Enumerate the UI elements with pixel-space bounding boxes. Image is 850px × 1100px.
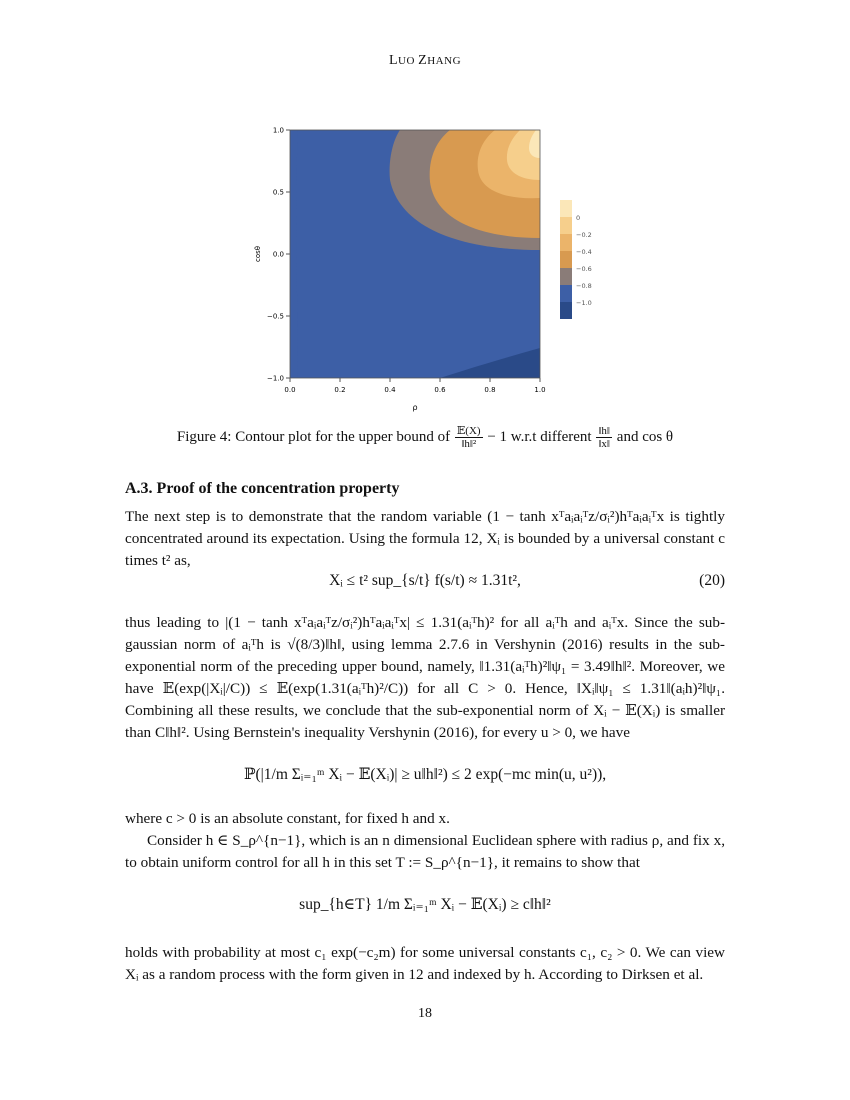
- legend-swatch: [560, 251, 572, 268]
- y-tick-label: −0.5: [267, 312, 284, 321]
- color-legend: [560, 200, 592, 319]
- x-tick-label: 0.6: [434, 386, 446, 394]
- legend-swatch: [560, 302, 572, 319]
- header-smallcaps: HANG: [427, 55, 462, 67]
- fraction-denominator: ‖h‖²: [461, 438, 477, 450]
- equation-bernstein: [125, 765, 725, 784]
- paragraph-process: holds with probability at most c₁ exp(−c₂m) for some universal constants c₁, c₂ > 0. We can view Xᵢ as a random process with the form given in 12 and indexed by h. According to Dirksen et al.: [125, 944, 725, 983]
- y-tick-label: −1.0: [267, 374, 284, 383]
- legend-swatch: [560, 268, 572, 285]
- fraction-numerator: ‖h‖: [598, 425, 611, 437]
- section-heading: A.3. Proof of the concentration property: [125, 480, 400, 497]
- x-tick-label: 0.0: [284, 386, 296, 394]
- legend-label: −0.8: [576, 282, 592, 290]
- caption-fraction: [596, 425, 612, 450]
- figure-caption: [120, 425, 730, 450]
- legend-swatch: [560, 285, 572, 302]
- paragraph-constant: where c > 0 is an absolute constant, for fixed h and x.: [125, 810, 450, 827]
- y-tick-label: 1.0: [272, 126, 284, 135]
- contour-plot-figure: [250, 120, 590, 415]
- paragraph-bound: thus leading to |(1 − tanh xᵀaᵢaᵢᵀz/σᵢ²)hᵀaᵢaᵢᵀx| ≤ 1.31(aᵢᵀh)² for all aᵢᵀh and aᵢᵀx. Since the sub-gaussian norm of aᵢᵀh is √(8/3)‖h‖, using lemma 2.7.6 in Vershynin (2016) results in the sub-exponential norm of the preceding upper bound, namely, ‖1.31(aᵢᵀh)²‖ψ₁ = 3.49‖h‖². Moreover, we have 𝔼(exp(|Xᵢ|/C)) ≤ 𝔼(exp(1.31(aᵢᵀh)²/C)) for all C > 0. Hence, ‖Xᵢ‖ψ₁ ≤ 1.31‖(aᵢh)²‖ψ₁. Combining all these results, we conclude that the sub-exponential norm of Xᵢ − 𝔼(Xᵢ) is smaller than C‖h‖². Using Bernstein's inequality Vershynin (2016), for every u > 0, we have: [125, 614, 725, 741]
- fraction-numerator: 𝔼(X): [456, 425, 481, 437]
- caption-text: − 1 w.r.t different: [487, 428, 592, 445]
- legend-swatch: [560, 234, 572, 251]
- header-initial: L: [388, 53, 399, 68]
- legend-label: −0.4: [576, 248, 592, 256]
- x-tick-label: 0.8: [484, 386, 496, 394]
- y-tick-label: 0.5: [272, 188, 284, 197]
- header-initial: Z: [418, 53, 428, 68]
- paragraph-intro: The next step is to demonstrate that the random variable (1 − tanh xᵀaᵢaᵢᵀz/σᵢ²)hᵀaᵢaᵢᵀx is tightly concentrated around its expectation. Using the formula 12, Xᵢ is bounded by a universal constant c times t² as,: [125, 508, 725, 569]
- equation-body: ℙ(|1/m Σᵢ₌₁ᵐ Xᵢ − 𝔼(Xᵢ)| ≥ u‖h‖²) ≤ 2 exp(−mc min(u, u²)),: [243, 766, 607, 783]
- caption-fraction: [455, 425, 483, 450]
- equation-sup: [125, 895, 725, 914]
- running-header: [0, 53, 850, 69]
- legend-label: −0.6: [576, 265, 592, 273]
- equation-body: sup_{h∈T} 1/m Σᵢ₌₁ᵐ Xᵢ − 𝔼(Xᵢ) ≥ c‖h‖²: [299, 896, 551, 913]
- x-axis-ticks: [284, 378, 545, 394]
- equation-number: (20): [699, 572, 725, 589]
- x-axis-label: ρ: [412, 403, 418, 412]
- legend-swatch: [560, 200, 572, 217]
- x-tick-label: 0.4: [384, 386, 396, 394]
- header-smallcaps: UO: [398, 55, 419, 67]
- page-number: 18: [418, 1006, 432, 1021]
- y-axis-label: cosθ: [254, 245, 262, 263]
- x-tick-label: 1.0: [534, 386, 546, 394]
- legend-label: −0.2: [576, 231, 592, 239]
- equation-body: Xᵢ ≤ t² sup_{s/t} f(s/t) ≈ 1.31t²,: [329, 572, 521, 589]
- equation-20: [125, 572, 725, 590]
- caption-text: and cos θ: [616, 428, 674, 445]
- legend-label: 0: [576, 214, 581, 222]
- fraction-denominator: ‖x‖: [598, 438, 611, 450]
- x-tick-label: 0.2: [334, 386, 346, 394]
- legend-label: −1.0: [576, 299, 592, 307]
- legend-swatch: [560, 217, 572, 234]
- y-axis-ticks: [267, 127, 290, 383]
- caption-text: Figure 4: Contour plot for the upper bound of: [176, 428, 451, 445]
- paragraph-sphere: Consider h ∈ S_ρ^{n−1}, which is an n dimensional Euclidean sphere with radius ρ, and fix x, to obtain uniform control for all h in this set T := S_ρ^{n−1}, it remains to show that: [125, 832, 725, 871]
- y-tick-label: 0.0: [272, 250, 284, 259]
